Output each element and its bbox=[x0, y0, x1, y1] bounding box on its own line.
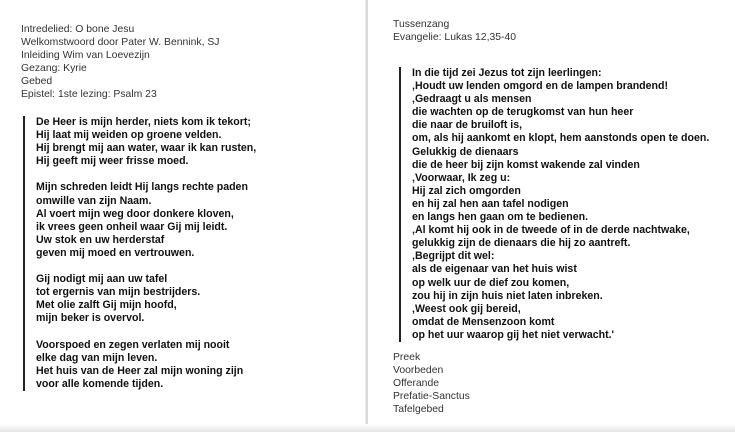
gospel-line: die naar de bruiloft is, bbox=[412, 119, 523, 132]
gospel-line: die wachten op de terugkomst van hun heer bbox=[412, 106, 634, 119]
gospel-line: omdat de Mensenzoon komt bbox=[412, 315, 555, 328]
psalm-line: Hij laat mij weiden op groene velden. bbox=[36, 129, 222, 142]
psalm-line: elke dag van mijn leven. bbox=[36, 351, 158, 364]
psalm-line: Het huis van de Heer zal mijn woning zijn bbox=[36, 364, 244, 377]
psalm-line: omwille van zijn Naam. bbox=[36, 194, 152, 207]
psalm-line: tot ergernis van mijn bestrijders. bbox=[36, 286, 201, 299]
psalm-line: mijn beker is overvol. bbox=[36, 312, 145, 325]
psalm-line: ik vrees geen onheil waar Gij mij leidt. bbox=[36, 220, 228, 233]
order-item-interlude: Tussenzang bbox=[393, 19, 450, 30]
psalm-line: Hij brengt mij aan water, waar ik kan rusten, bbox=[36, 142, 257, 155]
gospel-line: gelukkig zijn de dienaars die hij zo aantreft. bbox=[412, 237, 631, 250]
order-item-first-reading: Epistel: 1ste lezing: Psalm 23 bbox=[21, 89, 157, 101]
psalm-line: voor alle komende tijden. bbox=[36, 377, 164, 390]
gospel-line: Gelukkig de dienaars bbox=[412, 145, 519, 158]
left-page bbox=[0, 0, 366, 432]
gospel-line: en hij zal hen aan tafel nodigen bbox=[412, 197, 569, 210]
gospel-line: ‚Weest ook gij bereid, bbox=[412, 302, 521, 315]
gospel-line: ‚Voorwaar, Ik zeg u: bbox=[412, 171, 511, 184]
gospel-line: zou hij in zijn huis niet laten inbreken. bbox=[412, 289, 603, 302]
gospel-luke-text bbox=[399, 67, 709, 342]
order-item-preface-sanctus: Prefatie-Sanctus bbox=[393, 391, 470, 403]
psalm-stanza bbox=[36, 181, 256, 260]
psalm-23-text bbox=[23, 116, 256, 391]
right-page bbox=[368, 0, 735, 432]
order-item-eucharistic-prayer: Tafelgebed bbox=[393, 404, 444, 416]
order-item-gospel: Evangelie: Lukas 12,35-40 bbox=[393, 32, 517, 44]
order-item-entrance-song: Intredelied: O bone Jesu bbox=[21, 24, 135, 35]
gospel-line: op welk uur de dief zou komen, bbox=[412, 276, 570, 289]
psalm-line: Mijn schreden leidt Hij langs rechte paden bbox=[36, 181, 248, 194]
gospel-line: ‚Houdt uw lenden omgord en de lampen brandend! bbox=[412, 80, 669, 93]
gospel-line: en langs hen gaan om te bedienen. bbox=[412, 211, 589, 224]
order-item-welcome: Welkomstwoord door Pater W. Bennink, SJ bbox=[21, 37, 220, 49]
psalm-stanza bbox=[36, 339, 256, 391]
gospel-line: ‚Al komt hij ook in de tweede of in de derde nachtwake, bbox=[412, 224, 690, 237]
gospel-line: als de eigenaar van het huis wist bbox=[412, 263, 577, 276]
right-order-of-service bbox=[393, 18, 516, 44]
psalm-line: Met olie zalft Gij mijn hoofd, bbox=[36, 299, 177, 312]
psalm-line: Voorspoed en zegen verlaten mij nooit bbox=[36, 338, 230, 351]
gospel-line: om, als hij aankomt en klopt, hem aanstonds open te doen. bbox=[412, 132, 710, 145]
order-item-sermon: Preek bbox=[393, 352, 421, 363]
gospel-line: ‚Gedraagt u als mensen bbox=[412, 93, 532, 106]
order-item-prayer: Gebed bbox=[21, 76, 53, 88]
psalm-stanza bbox=[36, 273, 256, 325]
psalm-line: Uw stok en uw herderstaf bbox=[36, 233, 165, 246]
gospel-line: ‚Begrijpt dit wel: bbox=[412, 250, 495, 263]
gospel-line: die de heer bij zijn komst wakende zal vinden bbox=[412, 158, 640, 171]
gospel-line: op het uur waarop gij het niet verwacht.' bbox=[412, 328, 615, 341]
page-bottom-edge bbox=[0, 424, 735, 432]
order-item-introduction: Inleiding Wim van Loevezijn bbox=[21, 50, 150, 62]
psalm-line: De Heer is mijn herder, niets kom ik tekort; bbox=[36, 116, 251, 128]
order-item-intercessions: Voorbeden bbox=[393, 365, 444, 377]
right-order-continuation bbox=[393, 351, 470, 416]
order-item-kyrie: Gezang: Kyrie bbox=[21, 63, 87, 75]
psalm-line: Hij geeft mij weer frisse moed. bbox=[36, 155, 189, 168]
psalm-line: Al voert mijn weg door donkere kloven, bbox=[36, 207, 234, 220]
psalm-stanza bbox=[36, 116, 256, 168]
gospel-line: In die tijd zei Jezus tot zijn leerlingen: bbox=[412, 67, 602, 79]
left-order-of-service bbox=[21, 23, 219, 102]
order-item-offertory: Offerande bbox=[393, 378, 440, 390]
gospel-line: Hij zal zich omgorden bbox=[412, 184, 521, 197]
psalm-line: Gij nodigt mij aan uw tafel bbox=[36, 273, 168, 286]
psalm-line: geven mij moed en vertrouwen. bbox=[36, 246, 195, 259]
